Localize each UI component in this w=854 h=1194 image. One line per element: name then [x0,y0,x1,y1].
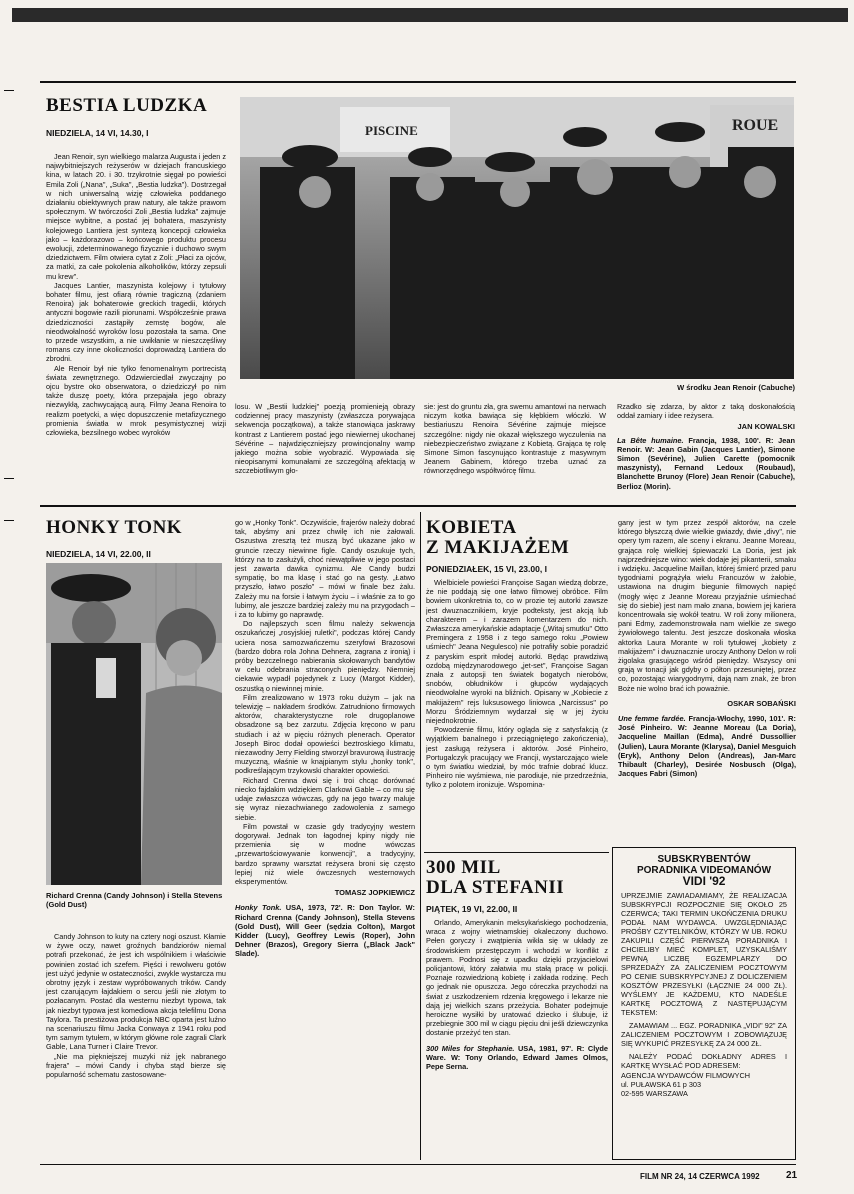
photo-sign-roue: ROUE [732,117,779,134]
article4-column-1: Orlando, Amerykanin meksykańskiego pochodzenia, wraca z wojny wietnamskiej okaleczony duchowo. Pełen goryczy i zwątpienia wikła się w układy ze środowiskiem przestępczym i wchodzi w konflikt z prawem. Podnosi się z upadku dzięki przyjacielowi policjantowi, który załatwia mu stałą pracę w policji. Poznaje rozwiedzioną kobietę i zakłada rodzinę. Pech go jednak nie opuszcza. Jego córeczka przychodzi na świat z uszkodzeniem rdzenia kręgowego i lekarze nie dają jej wielkich szans przeżycia. Bohater podejmuje heroiczne wysiłki by uratować dziecko i ślubuje, iż przebiegnie 300 mil w ciągu pięciu dni jeśli dziewczynka dostanie przeżyć ten stan. 300 Miles for Stephanie. USA, 1981, 97'. R: Clyde Ware. W: Tony Orlando, Edward James Olmos, Pepe Serna. [426,918,608,1072]
film-still-image [46,563,222,885]
article-airtime: PIĄTEK, 19 VI, 22.00, II [426,904,518,914]
article-title-honky-tonk: HONKY TONK [46,517,183,538]
photo-bestia-ludzka [240,97,794,379]
subscription-body-2: ZAMAWIAM ... EGZ. PORADNIKA „VIDI" 92" ZA ZALICZENIEM POCZTOWYM I ZOBOWIĄZUJĘ SIĘ WYKUPIĆ PRZESYŁKĘ ZA 24 000 ZŁ. [621,1021,787,1048]
column-divider [420,512,421,1160]
credits-honky: Honky Tonk. USA, 1973, 72'. R: Don Taylor. W: Richard Crenna (Candy Johnson), Stella Stevens (Gold Dust), Will Geer (sędzia Colton), Margot Kidder (Lucy), Geoffrey Lewis (Roper), John Dehner (Brazos), Gregory Sierra („Black Jack" Slade). [235,903,415,959]
subscription-address: AGENCJA WYDAWCÓW FILMOWYCH ul. PUŁAWSKA 61 p 303 02-595 WARSZAWA [621,1071,751,1098]
article2-column-1: Candy Johnson to kuty na cztery nogi oszust. Kłamie w żywe oczy, nawet groźnych bandziorów niemal potrafi przekonać, że jest ich wspólnikiem i właściwie powinien zostać ich szefem. Pięści i rewolweru gotów jest użyć jedynie w ostateczności, zwykle wystarcza mu obrotny język i zestaw wypróbowanych trików. Candy jest czarującym łajdakiem o sercu jeśli nie złotym to pozłacanym. Postać dla westernu niezbyt typowa, tak jak niezbyt typowa jest komediowa akcja telefilmu Dona Taylora. Ta prestiżowa produkcja NBC oparta jest luźno na scenariuszu filmu Jacka Conwaya z 1941 roku pod tym samym tytułem, w którym główne role zagrali Clark Gable, Lana Turner i Claire Trevor. „Nie ma piękniejszej muzyki niż jęk nabranego frajera" – mówi Candy i chyba stąd bierze się popularność schematu zastosowane- [46,932,226,1080]
footer-issue: FILM NR 24, 14 CZERWCA 1992 [640,1172,760,1181]
subscription-box [612,847,796,1160]
subscription-title-1: SUBSKRYBENTÓW [657,854,751,865]
page-number: 21 [786,1170,798,1181]
top-rule [40,81,796,83]
article-title-kobieta: KOBIETA Z MAKIJAŻEM [426,517,570,558]
article2-column-2: go w „Honky Tonk". Oczywiście, frajerów należy dobrać tak, abyśmy ani przez chwilę ich nie żałowali. Oszustwa zresztą też muszą być ukazane jako w gruncie rzeczy niewinne figle. Candy oszukuje tych, którzy na to zasłużyli, choć niewątpliwie w jego postaci jest zawarta dawka cynizmu. Ale Candy budzi sympatię, bo ma klasę i stać go na gesty. „Łatwo przyszło, łatwo poszło" – mówi w finale bez żalu. Zależy mu na forsie i łatwym życiu – i właśnie za to go lubimy, ale jeszcze bardziej zależy mu na przygodach – i za to lubimy go naprawdę. Do najlepszych scen filmu należy sekwencja oszukańczej „rosyjskiej ruletki", podczas której Candy uciera nosa samozwańczemu szeryfowi Brazosowi (bardzo dobra rola Johna Dehnera, zagrana z ironią) i próby bezczelnego nabierania skołowanych bandytów w celu odebrania straconych pieniędzy. Niemniej ciekawie wypadł pojedynek z Lucy (Margot Kidder), oszustką o niewinnej minie. Film zrealizowano w 1973 roku dużym – jak na telewizję – nakładem środków. Zatrudniono firmowych aktorów, charakterystyczne role drugoplanowe obsadzone są bez zarzutu. Zdjęcia kręcono w paru studiach i aż w pięciu różnych plenerach. Operator Joseph Biroc dodał opowieści beztroskiego klimatu, niezawodny Jerry Fielding stworzył bravurową ilustrację muzyczną, właśnie w knajpianym stylu „honky tonk", podkreślającym trzykowski charakter opowieści. Richard Crenna dwoi się i troi chcąc dorównać niecko fajdakim wdziękiem Clarkowi Gable – co mu się udaje zwłaszcza wówczas, gdy na jego twarzy maluje się wyraz niezachwianego zadowolenia z samego siebie. Film powstał w czasie gdy tradycyjny western dogorywał. Jednak ton łagodnej kpiny nigdy nie przemienia się w modne wówczas „przewartościowywanie konwencji", a tradycyjny, bardzo sprawny warsztat reżysera broni się często lepiej niż wiele ówczesnych westernowych eksperymentów. TOMASZ JOPKIEWICZ Honky Tonk. USA, 1973, 72'. R: Don Taylor. W: Richard Crenna (Candy Johnson), Stella Stevens (Gold Dust), Will Geer (sędzia Colton), Margot Kidder (Lucy), Geoffrey Lewis (Roper), John Dehner (Brazos), Gregory Sierra („Black Jack" Slade). [235,518,415,959]
author-tomasz-jopkiewicz: TOMASZ JOPKIEWICZ [334,888,415,898]
film-still-image [240,97,794,379]
article-airtime: PONIEDZIAŁEK, 15 VI, 23.00, I [426,564,547,574]
article-separator [424,852,609,853]
photo-caption-bestia: W środku Jean Renoir (Cabuche) [677,383,795,392]
article3-column-2: gany jest w tym przez zespół aktorów, na czele którego błyszczą dwie wielkie gwiazdy, dwie „divy", nie opery tym razem, ale sceny i ekranu. Jeanne Moreau, grająca rolę wielkiej śpiewaczki La Doria, jest jak najprzedniejsze wino: wiek dodaje jej pikanterii, smaku i wdzięku. Jacqueline Maillan, której śmierć przed paru tygodniami pogrążyła wielu Francuzów w żałobie, ustawiona na drugim biegunie filmowych napięć (mogły więc z Jeanne Moreau przyjaźnie uśmiechać się do siebie) jest nam mało znana, bowiem jej kariera koncentrowała się wokół teatru. W roli żony milionera, pani Edmy, zademonstrowała nam wielkie ze swego żywiołowego talentu. Jest jeszcze doskonała włoska aktorka Laura Morante w roli tytułowej „kobiety z makijażem" i dwuznacznie uroczy Anthony Delon w roli żigolaka grasującego wśród pieniędzy. Wszyscy oni grają w tonacji jak gdyby o półton przesuniętej, przez co, pozostając wiarygodnymi, dają nam znak, że bron Boże nie wolno brać ich poważnie. OSKAR SOBAŃSKI Une femme fardée. Francja-Włochy, 1990, 101'. R: José Pinheiro. W: Jeanne Moreau (La Doria), Jacqueline Maillan (Edma), André Dussollier (Julien), Laura Morante (Klarysa), Daniel Mesguich (Eryk), Anthony Delon (Andreas), Jan-Marc Thibault (Charley), Desirée Nosbusch (Olga), Jacques Fabri (Simon) [618,518,796,779]
subscription-body-1: UPRZEJMIE ZAWIADAMIAMY, ŻE REALIZACJA SUBSKRYPCJI ROZPOCZNIE SIĘ OKOŁO 25 CZERWCA; TAKI TERMIN UKOŃCZENIA DRUKU PODAŁ NAM WYDAWCA. UWZGLĘDNIAJĄC PROŚBY CZYTELNIKÓW, KTÓRZY W UB. ROKU ZAKUPILI CZĘŚĆ PIERWSZĄ PORADNIKA I CHCIELIBY MIEĆ KOMPLET, UZYSKALIŚMY PEWNĄ LICZBĘ EGZEMPLARZY DO SPRZEDAŻY ZA ZALICZENIEM POCZTOWYM PO CENIE SUBSKRYPCYJNEJ Z DOLICZENIEM KOSZTÓW PRZESYŁKI (ŁĄCZNIE 24 000 ZŁ). WYŚLEMY JE KAŻDEMU, KTO NADEŚLE KARTKĘ POCZTOWĄ Z NASTĘPUJĄCYM TEKSTEM: [621,891,787,1017]
article1-column-1: Jean Renoir, syn wielkiego malarza Augusta i jeden z najwybitniejszych reżyserów w dziejach francuskiego kina, w latach 20. i 30. trzykrotnie sięgał po powieści Emila Zoli („Nana", „Suka", „Bestia ludzka"). Dostrzegał w nich uniwersalną wizję człowieka poddanego działaniu obiektywnych praw natury, ale także prawom społecznym. W twórczości Zoli „Bestia ludzka" zajmuje miejsce wybitne, a postać jej bohatera, maszynisty kolejowego Lantiera jest syntezą koncepcji człowieka jako – każdorazowo – końcowego produktu procesu ewolucji, zdeterminowanego fizycznie i duchowo swym dziedzictwem. Film otwiera cytat z Zoli: „Płaci za ojców, za matki, za całe pokolenia alkoholików, którzy zepsuli mu krew". Jacques Lantier, maszynista kolejowy i tytułowy bohater filmu, jest ofiarą równie tragiczną (zdaniem Renoira) jak bohaterowie greckich tragedii, których antyczni bogowie razili piorunami. Współcześnie prawa dziedziczności zastąpiły zemstę bogów, ale nieodwołalność wyroków losu pozostała ta sama. One to przede wszystkim, a nie uwikłanie w nieszczęśliwy romans czy inne okoliczności doprowadzą Lantiera do zbrodni. Ale Renoir był nie tylko fenomenalnym portrecistą świata zewnętrznego. Odzwierciedlał zwyczajny po ojcu bystre oko obserwatora, o dziedziczył po nim także duszę poety, która przepajała jego obrazy niezwykłą, zachwycającą aurą. Filmy Jeana Renoira to realizm poetycki, a więc dopuszczenie metafizycznego promienia światła w mrok pesymistycznej wizji człowieka, bezsilnego wobec wyroków [46,152,226,438]
section-rule [40,505,796,507]
article-airtime: NIEDZIELA, 14 VI, 14.30, I [46,128,149,138]
author-jan-kowalski: JAN KOWALSKI [737,422,795,432]
subscription-title-2: PORADNIKA VIDEOMANÓW [636,865,772,876]
credits-bestia: La Bête humaine. Francja, 1938, 100'. R: Jean Renoir. W: Jean Gabin (Jacques Lantier), Simone Simon (Sevérine), Julien Carette (pomocnik maszynisty), Fernand Ledoux (Roubaud), Blanchette Brunoy (Flore) Jean Renoir (Cabuche), Berlioz (Morin). [617,435,795,491]
credits-kobieta: Une femme fardée. Francja-Włochy, 1990, 101'. R: José Pinheiro. W: Jeanne Moreau (La Doria), Jacqueline Maillan (Edma), André Dussollier (Julien), Laura Morante (Klarysa), Daniel Mesguich (Eryk), Anthony Delon (Andreas), Jan-Marc Thibault (Charley), Desirée Nosbusch (Olga), Jacques Fabri (Simon) [618,714,796,779]
article-airtime: NIEDZIELA, 14 VI, 22.00, II [46,549,151,559]
article1-column-3: sie: jest do gruntu zła, gra swemu amantowi na nerwach niczym kotka bawiąca się kłębkiem włóczki. W bestiariuszu Renoira Sévérine zajmuje miejsce szczególne: nigdy nie okazał większego wyczulenia na niebezpieczeństwo związane z Kobietą. Grająca tę rolę Simone Simon fascynująco kontrastuje z masywnym Jeanem Gabinem, którego trzeba uznać za równorzędnego współtwórcę filmu. [424,402,606,476]
article1-column-2: losu. W „Bestii ludzkiej" poezją promienieją obrazy codziennej pracy maszynisty (zwłaszcza porywająca sekwencja początkowa), a także stanowiąca jaskrawy kontrast z Lantierem postać jego niewiernej ukochanej Sévérine – najwdzięczniejszy prowincjonalny wamp jakiego można sobie wyobrazić. Wypowiada się nieopisanymi komunałami ze szczególną afektacją w szczebiotliwym gło- [235,402,415,476]
article1-column-4: Rzadko się zdarza, by aktor z taką doskonałością oddał zamiary i idee reżysera. JAN KOWALSKI La Bête humaine. Francja, 1938, 100'. R: Jean Renoir. W: Jean Gabin (Jacques Lantier), Simone Simon (Sevérine), Julien Carette (pomocnik maszynisty), Fernand Ledoux (Roubaud), Blanchette Brunoy (Flore) Jean Renoir (Cabuche), Berlioz (Morin). [617,402,795,491]
margin-mark-3 [4,520,14,521]
bottom-rule [40,1164,796,1165]
credits-300-mil: 300 Miles for Stephanie. USA, 1981, 97'. R: Clyde Ware. W: Tony Orlando, Edward James Olmos, Pepe Serna. [426,1043,608,1072]
margin-mark-2 [4,478,14,479]
photo-sign-piscine: PISCINE [365,123,418,138]
margin-mark-1 [4,90,14,91]
photo-honky-tonk [46,563,222,885]
subscription-body-3: NALEŻY PODAĆ DOKŁADNY ADRES I KARTKĘ WYSŁAĆ POD ADRESEM: [621,1052,787,1070]
subscription-title-3: VIDI '92 [682,874,726,888]
article-title-bestia-ludzka: BESTIA LUDZKA [46,95,208,116]
article3-column-1: Wielbiciele powieści Françoise Sagan wiedzą dobrze, że nie poddają się one łatwo filmowej obróbce. Film bowiem ukonkretnia to, co w prozie tej autorki zawsze jest dwuznacznikiem, kryje podteksty, jest akcją lub charakterem – i zarazem komentarzem do nich. Zwłaszcza amerykańskie adaptacje („Witaj smutku" Otto Premingera z 1958 i z tego samego roku „Powiew uśmiech" Jeana Negulesco) nie potrafiły sobie poradzić z paryskim esprit młodej autorki. Będąc prawdziwą ozdobą międzynarodowego „jet-set", Françoise Sagan znała z autopsji ten światek bogatych nierobów, snobów, obłudników i głupców wydających nieodwołalne wyroki na bliźnich. Opisany w „Kobiecie z makijażem" rejs luksusowego liniowca „Narcissus" po Morzu Śródziemnym wydarzał się w jej życiu niejednokrotnie. Powodzenie filmu, który ogląda się z satysfakcją (z wyjątkiem banalnego i przeciągniętego zakończenia), jest zasługą reżysera i aktorów. José Pinheiro, Portugalczyk pracujący we Francji, wystarczająco wiele o tym światku wiedział, by móc trafnie dobrać klucz. Pinheiro nie wyśmiewa, nie parodiuje, nie przedrzeźnia, tylko z polotem ironizuje. Wspomina- [426,578,608,790]
article-title-300-mil: 300 MIL DLA STEFANII [426,857,565,898]
scan-top-bar [12,8,848,22]
author-oskar-sobanski: OSKAR SOBAŃSKI [727,698,796,708]
photo-caption-honky: Richard Crenna (Candy Johnson) i Stella Stevens (Gold Dust) [46,891,223,909]
